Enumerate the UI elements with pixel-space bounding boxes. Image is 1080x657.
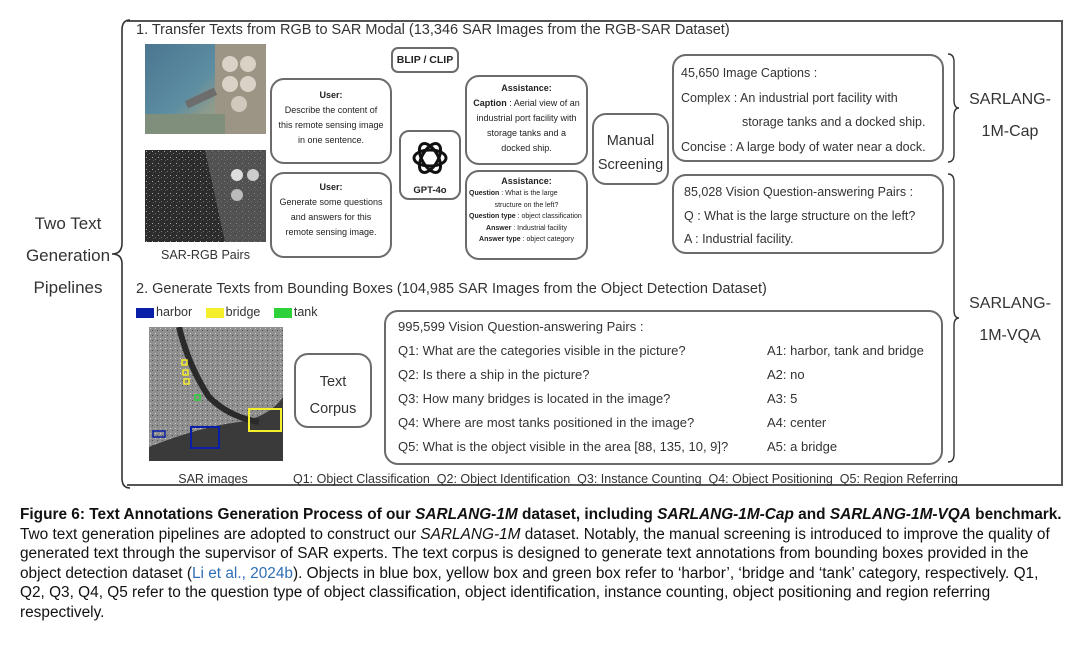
sar-detection-graphic <box>149 327 283 461</box>
sar-detection-image <box>149 327 283 461</box>
harbor-swatch <box>136 308 154 318</box>
legend-item-harbor: harbor <box>136 305 192 319</box>
sar-rgb-pairs-label: SAR-RGB Pairs <box>161 248 250 262</box>
legend-item-tank: tank <box>274 305 318 319</box>
vqa-row-1-a: A1: harbor, tank and bridge <box>767 343 924 358</box>
tank-swatch <box>274 308 292 318</box>
vqa-row-5-q: Q5: What is the object visible in the area [88, 135, 10, 9]? <box>398 439 729 454</box>
left-label: Two Text Generation Pipelines <box>25 214 111 297</box>
sar-pair-image <box>145 150 266 242</box>
sarlang-1m-vqa-label: SARLANG- 1M-VQA <box>969 295 1051 344</box>
vqa-row-3-a: A3: 5 <box>767 391 798 406</box>
rgb-port-graphic <box>145 44 266 134</box>
citation-link[interactable]: Li et al., 2024b <box>191 564 293 582</box>
assistance-caption-box: Assistance: Caption : Aerial view of an industrial port facility with storage tanks and a docked ship. <box>465 75 588 165</box>
question-types-legend: Q1: Object Classification Q2: Object Identification Q3: Instance Counting Q4: Object Positioning Q5: Region Referring <box>293 472 958 486</box>
sarlang-1m-cap-label: SARLANG- 1M-Cap <box>969 91 1051 140</box>
vqa-row-1-q: Q1: What are the categories visible in the picture? <box>398 343 686 358</box>
vqa-pairs-box-small: 85,028 Vision Question-answering Pairs : Q : What is the large structure on the left? A : Industrial facility. <box>672 174 944 254</box>
vqa-row-5-a: A5: a bridge <box>767 439 838 454</box>
openai-logo-icon <box>410 138 450 178</box>
gpt-4o-box: GPT-4o <box>399 130 461 200</box>
assistance-vqa-box: Assistance: Question : What is the large structure on the left? Question type : object classification Answer : Industrial facility Answer type : object category <box>465 170 588 260</box>
legend-item-bridge: bridge <box>206 305 261 319</box>
bridge-swatch <box>206 308 224 318</box>
figure-caption: Figure 6: Text Annotations Generation Process of our SARLANG-1M dataset, including SARLANG-1M-Cap and SARLANG-1M-VQA benchmark. Two text generation pipelines are adopted to construct our SARLANG-1M dataset. Notably, the manual screening is introduced to improve the quality of generated text through the supervisor of SAR experts. The text corpus is designed to generate text annotations from bounding boxes provided in the object detection dataset (Li et al., 2024b). Objects in blue box, yellow box and green box refer to ‘harbor’, ‘bridge and ‘tank’ category, respectively. Q1, Q2, Q3, Q4, Q5 refer to the question type of object classification, object identification, instance counting, object positioning and region referring respectively. <box>20 506 1062 621</box>
image-captions-box: 45,650 Image Captions : Complex : An industrial port facility with storage tanks and a docked ship. Concise : A large body of water near a dock. <box>672 54 944 162</box>
section2-title: 2. Generate Texts from Bounding Boxes (104,985 SAR Images from the Object Detection Dataset) <box>136 281 767 297</box>
manual-screening-box: Manual Screening <box>592 113 669 185</box>
blip-clip-box: BLIP / CLIP <box>391 47 459 73</box>
caption-fig-label: Figure 6: Text Annotations Generation Process of our <box>20 506 416 523</box>
rgb-image <box>145 44 266 134</box>
vqa-row-3-q: Q3: How many bridges is located in the image? <box>398 391 671 406</box>
legend <box>136 305 318 319</box>
sar-noise-graphic <box>145 150 266 242</box>
vqa-large-header: 995,599 Vision Question-answering Pairs : <box>398 319 644 334</box>
vqa-row-2-a: A2: no <box>767 367 805 382</box>
text-corpus-box: Text Corpus <box>294 353 372 428</box>
vqa-pairs-box-large <box>384 310 943 465</box>
sar-images-label: SAR images <box>178 472 248 486</box>
section1-title: 1. Transfer Texts from RGB to SAR Modal (13,346 SAR Images from the RGB-SAR Dataset) <box>136 22 730 38</box>
vqa-row-4-a: A4: center <box>767 415 827 430</box>
user-prompt-caption: User: Describe the content of this remote sensing image in one sentence. <box>270 78 392 164</box>
vqa-row-4-q: Q4: Where are most tanks positioned in the image? <box>398 415 695 430</box>
vqa-row-2-q: Q2: Is there a ship in the picture? <box>398 367 590 382</box>
user-prompt-vqa: User: Generate some questions and answers for this remote sensing image. <box>270 172 392 258</box>
